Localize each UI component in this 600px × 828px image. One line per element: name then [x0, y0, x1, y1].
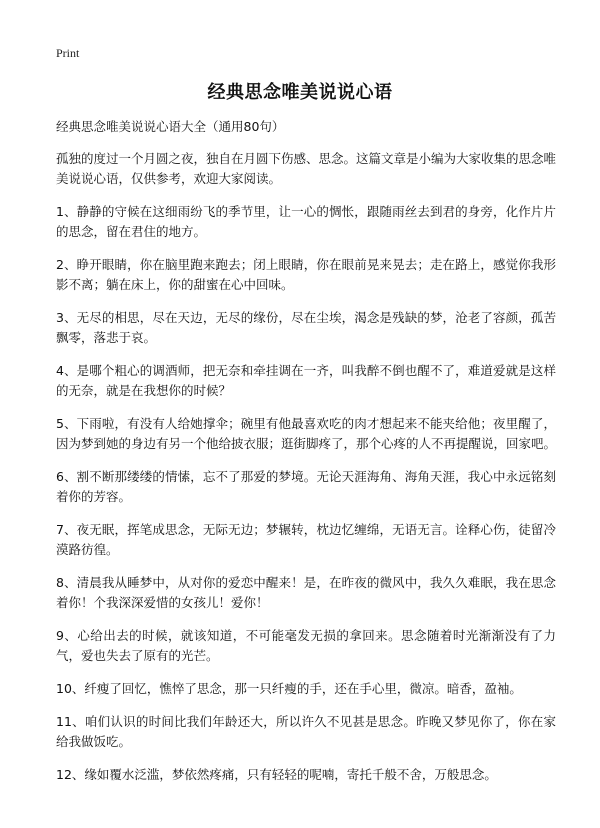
article-body — [56, 118, 556, 798]
quote-item: 1、静静的守候在这细雨纷飞的季节里，让一心的惆怅，跟随雨丝去到君的身旁，化作片片的思念，留在君住的地方。 — [56, 204, 556, 239]
quote-item: 8、清晨我从睡梦中，从对你的爱恋中醒来！是，在昨夜的微风中，我久久难眠，我在思念着你！个我深深爱惜的女孩儿！爱你！ — [56, 575, 556, 610]
article-subtitle: 经典思念唯美说说心语大全（通用80句） — [56, 119, 285, 134]
quote-item: 7、夜无眠，挥笔成思念，无际无边；梦辗转，枕边忆缠绵，无语无言。诠释心伤，徒留冷漠路彷徨。 — [56, 522, 556, 557]
quote-item: 10、纤瘦了回忆，憔悴了思念，那一只纤瘦的手，还在手心里，微凉。暗香，盈袖。 — [56, 681, 522, 696]
print-link[interactable]: Print — [56, 46, 80, 60]
quote-item: 3、无尽的相思，尽在天边，无尽的缘份，尽在尘埃，渴念是残缺的梦，沧老了容颜，孤苦飘零，落悲于哀。 — [56, 310, 556, 345]
quote-item: 5、下雨啦，有没有人给她撑伞；碗里有他最喜欢吃的肉才想起来不能夹给他；夜里醒了，因为梦到她的身边有另一个他给披衣服；逛街脚疼了，那个心疼的人不再提醒说，回家吧。 — [56, 416, 557, 451]
article-intro: 孤独的度过一个月圆之夜，独自在月圆下伤感、思念。这篇文章是小编为大家收集的思念唯美说说心语，仅供参考，欢迎大家阅读。 — [56, 151, 557, 186]
quote-item: 11、咱们认识的时间比我们年龄还大，所以许久不见甚是思念。昨晚又梦见你了，你在家给我做饭吃。 — [56, 714, 556, 749]
quote-item: 12、缘如覆水泛滥，梦依然疼痛，只有轻轻的呢喃，寄托千般不舍，万般思念。 — [56, 767, 497, 782]
quote-item: 9、心给出去的时候，就该知道，不可能毫发无损的拿回来。思念随着时光渐渐没有了力气，爱也失去了原有的光芒。 — [56, 628, 556, 663]
quote-item: 6、割不断那缕缕的情愫，忘不了那爱的梦境。无论天涯海角、海角天涯，我心中永远铭刻着你的芳容。 — [56, 469, 556, 504]
quote-item: 4、是哪个粗心的调酒师，把无奈和牵挂调在一齐，叫我醉不倒也醒不了，难道爱就是这样的无奈，就是在我想你的时候？ — [56, 363, 556, 398]
quote-item: 2、睁开眼睛，你在脑里跑来跑去；闭上眼睛，你在眼前晃来晃去；走在路上，感觉你我形影不离；躺在床上，你的甜蜜在心中回味。 — [56, 257, 556, 292]
page-title: 经典思念唯美说说心语 — [207, 82, 393, 103]
